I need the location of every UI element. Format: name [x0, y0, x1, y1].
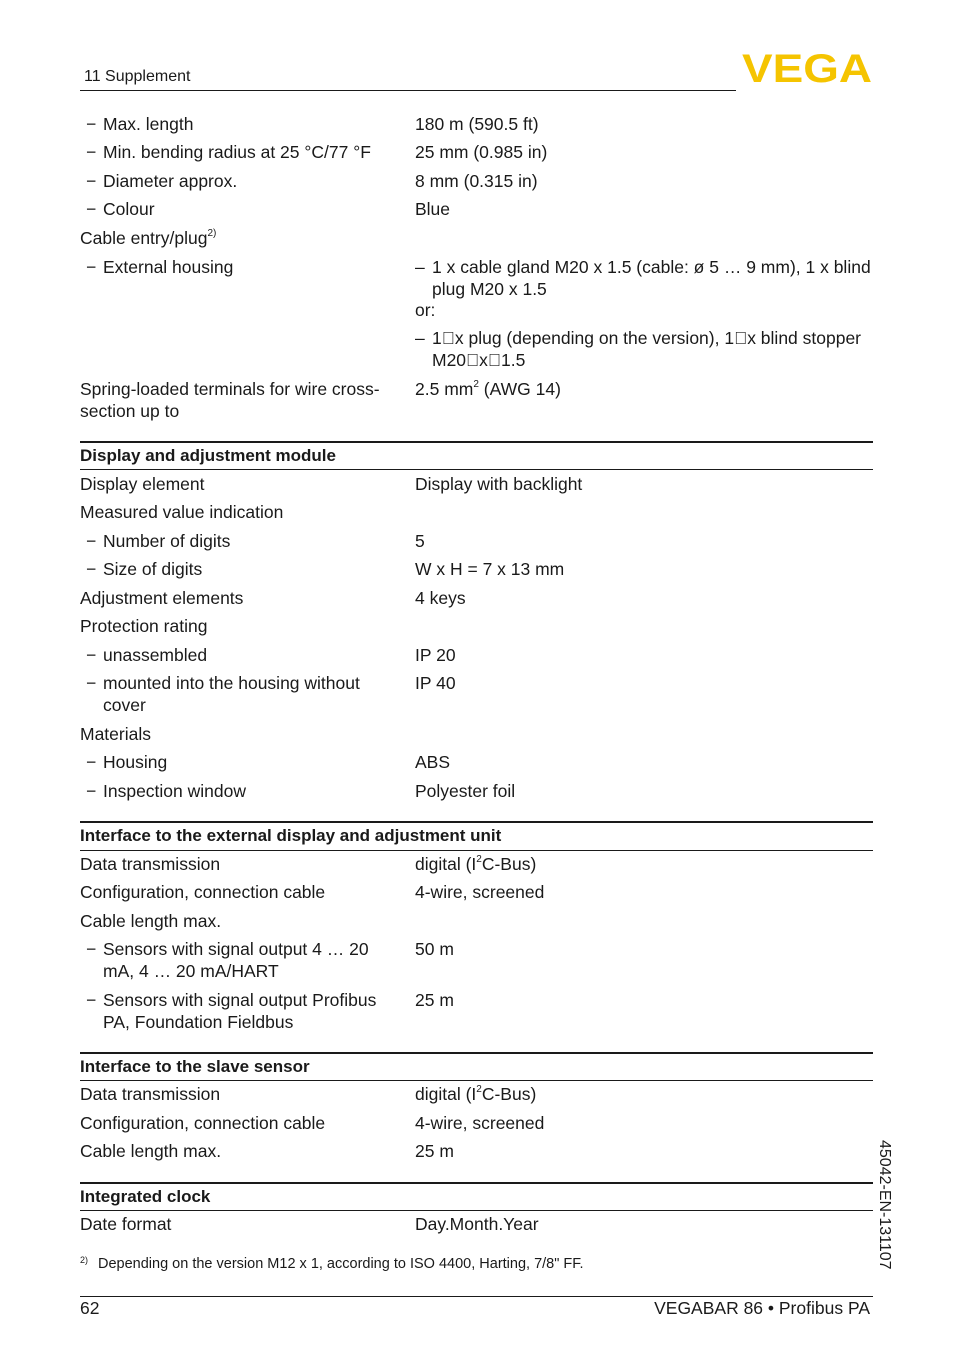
spec-value: 25 mm (0.985 in)	[415, 142, 548, 162]
spec-label: Size of digits	[103, 559, 203, 579]
spec-label: Protection rating	[80, 616, 208, 636]
logo-text: VEGA	[742, 52, 872, 84]
spec-label: Diameter approx.	[103, 171, 238, 191]
footnote-marker: 2)	[80, 1255, 89, 1265]
section-title-slave-interface: Interface to the slave sensor	[80, 1057, 310, 1076]
spec-label: Number of digits	[103, 531, 231, 551]
section-header: 11 Supplement	[84, 68, 191, 85]
spec-value: Polyester foil	[415, 781, 516, 801]
product-name: VEGABAR 86 • Profibus PA	[654, 1298, 870, 1318]
spec-label: Materials	[80, 724, 151, 744]
spec-value: IP 20	[415, 645, 456, 665]
spec-label: Cable length max.	[80, 1141, 222, 1161]
spec-value: ABS	[415, 752, 451, 772]
spec-label: Inspection window	[103, 781, 246, 801]
spec-label: Measured value indication	[80, 502, 284, 522]
vega-logo	[742, 52, 872, 84]
section-title-external-interface: Interface to the external display and adjustment unit	[80, 826, 502, 845]
spec-label: unassembled	[103, 645, 208, 665]
spec-label: Configuration, connection cable	[80, 882, 326, 902]
spec-label: Display element	[80, 474, 205, 494]
spec-label: Min. bending radius at 25 °C/77 °F	[103, 142, 371, 162]
spec-value: 2.5 $mm^2$ (AWG 14)	[415, 379, 561, 399]
spec-label: mounted into the housing without cover	[103, 673, 360, 715]
footnote	[80, 1256, 584, 1272]
spec-value: 180 m (590.5 ft)	[415, 114, 539, 134]
spec-value: 4-wire, screened	[415, 1113, 545, 1133]
option-1: 1 x cable gland M20 x 1.5 (cable: ø 5 … 9 mm), 1 x blind plug M20 x 1.5	[432, 257, 871, 299]
spec-value: 4 keys	[415, 588, 466, 608]
section-rule-bottom	[80, 850, 873, 851]
spec-value: 25 m	[415, 990, 454, 1010]
spec-label: Sensors with signal output 4 … 20 mA, 4 … 20 mA/HART	[103, 939, 369, 981]
spec-value: W x H = 7 x 13 mm	[415, 559, 565, 579]
spec-label: Data transmission	[80, 854, 221, 874]
section-rule-bottom	[80, 1080, 873, 1081]
spec-label: Date format	[80, 1214, 172, 1234]
spec-value: digital $(I^2C-Bus)$	[415, 854, 537, 874]
document-code: 45042-EN-131107	[876, 1140, 893, 1270]
spec-value: 50 m	[415, 939, 454, 959]
footnote-ref: 2)	[207, 228, 217, 240]
section-rule-bottom	[80, 1210, 873, 1211]
spec-label: Max. length	[103, 114, 194, 134]
option-2: 1 x plug (depending on the version), 1 x blind stopper M20 x 1.5	[432, 328, 862, 370]
spec-value: Display with backlight	[415, 474, 583, 494]
section-rule-top	[80, 1052, 873, 1054]
footer-rule	[80, 1296, 873, 1297]
spec-label: Cable length max.	[80, 911, 222, 931]
spec-value: Blue	[415, 199, 451, 219]
spec-label: Housing	[103, 752, 168, 772]
spec-value: IP 40	[415, 673, 456, 693]
section-rule-top	[80, 441, 873, 443]
spec-label: External housing	[103, 257, 234, 277]
section-title-display: Display and adjustment module	[80, 446, 336, 465]
spec-label: Spring-loaded terminals for wire cross-section up to	[80, 379, 380, 421]
spec-label: Adjustment elements	[80, 588, 244, 608]
spec-label: Colour	[103, 199, 155, 219]
section-rule-top	[80, 1182, 873, 1184]
footnote-text: Depending on the version M12 x 1, according to ISO 4400, Harting, 7/8" FF.	[98, 1256, 584, 1272]
spec-value: Day.Month.Year	[415, 1214, 539, 1234]
spec-label: Data transmission	[80, 1084, 221, 1104]
or-text: or:	[415, 300, 436, 320]
spec-value: 8 mm (0.315 in)	[415, 171, 538, 191]
spec-label: Configuration, connection cable	[80, 1113, 326, 1133]
spec-label: Cable entry/plug	[80, 228, 208, 248]
header-rule	[80, 90, 736, 91]
spec-value: 25 m	[415, 1141, 454, 1161]
page-number: 62	[80, 1298, 100, 1318]
section-title-clock: Integrated clock	[80, 1187, 211, 1206]
spec-label: Sensors with signal output Profibus PA, Foundation Fieldbus	[103, 990, 377, 1032]
spec-value: digital $(I^2C-Bus)$	[415, 1084, 537, 1104]
section-rule-bottom	[80, 469, 873, 470]
spec-value: 5	[415, 531, 425, 551]
spec-value: 4-wire, screened	[415, 882, 545, 902]
section-rule-top	[80, 821, 873, 823]
